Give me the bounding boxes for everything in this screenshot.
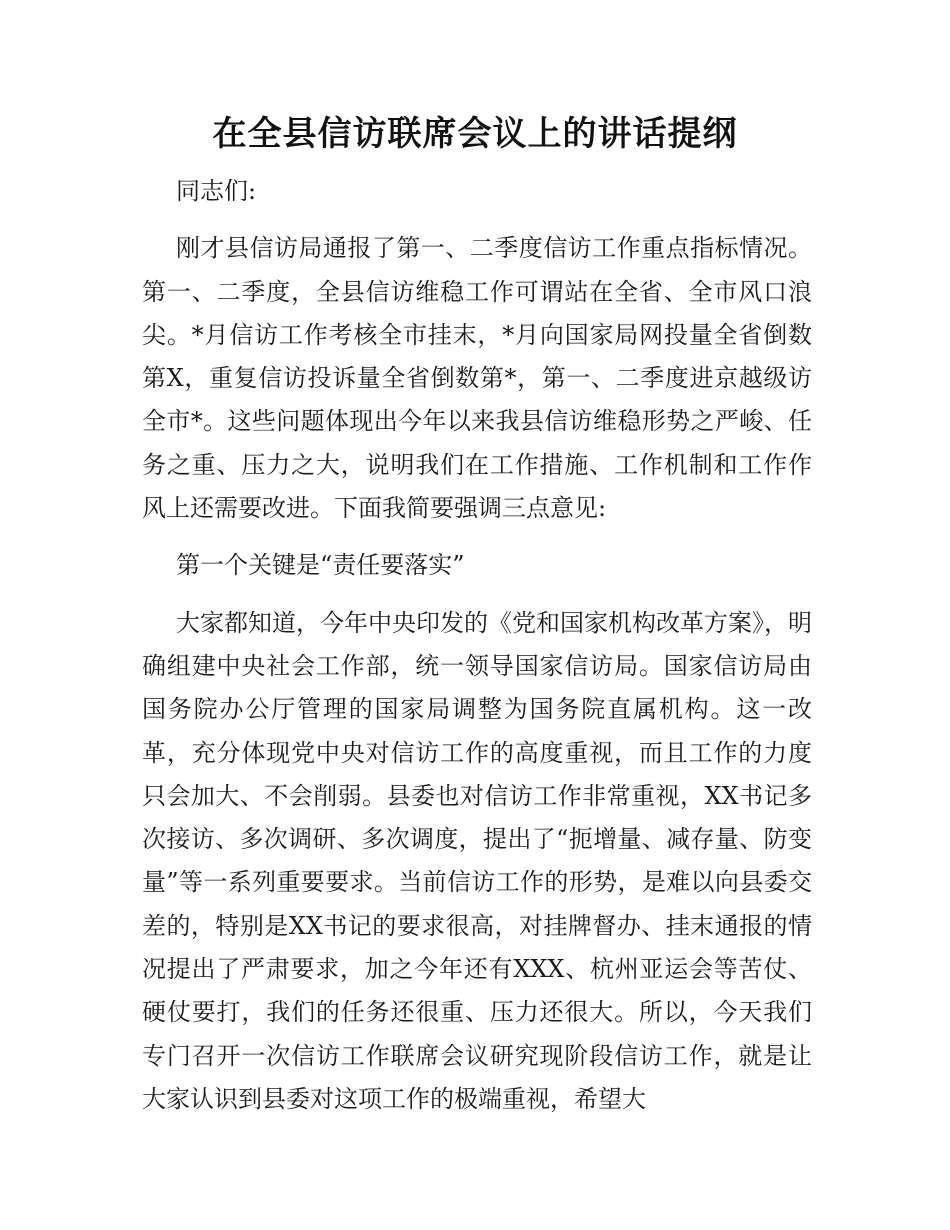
paragraph-intro: 刚才县信访局通报了第一、二季度信访工作重点指标情况。第一、二季度，全县信访维稳工作可谓站在全省、全市风口浪尖。*月信访工作考核全市挂末，*月向国家局网投量全省倒数第X，重复信访投诉量全省倒数第*，第一、二季度进京越级访全市*。这些问题体现出今年以来我县信访维稳形势之严峻、任务之重、压力之大，说明我们在工作措施、工作机制和工作作风上还需要改进。下面我简要强调三点意见: bbox=[142, 234, 812, 523]
salutation: 同志们: bbox=[176, 177, 257, 205]
section-heading: 第一个关键是“责任要落实” bbox=[176, 551, 465, 580]
document-title: 在全县信访联席会议上的讲话提纲 bbox=[212, 114, 738, 154]
paragraph-responsibility: 大家都知道，今年中央印发的《党和国家机构改革方案》，明确组建中央社会工作部，统一领导国家信访局。国家信访局由国务院办公厅管理的国家局调整为国务院直属机构。这一改革，充分体现党中央对信访工作的高度重视，而且工作的力度只会加大、不会削弱。县委也对信访工作非常重视，XX书记多次接访、多次调研、多次调度，提出了“扼增量、减存量、防变量”等一系列重要要求。当前信访工作的形势，是难以向县委交差的，特别是XX书记的要求很高，对挂牌督办、挂末通报的情况提出了严肃要求，加之今年还有XXX、杭州亚运会等苦仗、硬仗要打，我们的任务还很重、压力还很大。所以，今天我们专门召开一次信访工作联席会议研究现阶段信访工作，就是让大家认识到县委对这项工作的极端重视，希望大 bbox=[142, 608, 812, 1113]
document-body bbox=[142, 170, 812, 1121]
